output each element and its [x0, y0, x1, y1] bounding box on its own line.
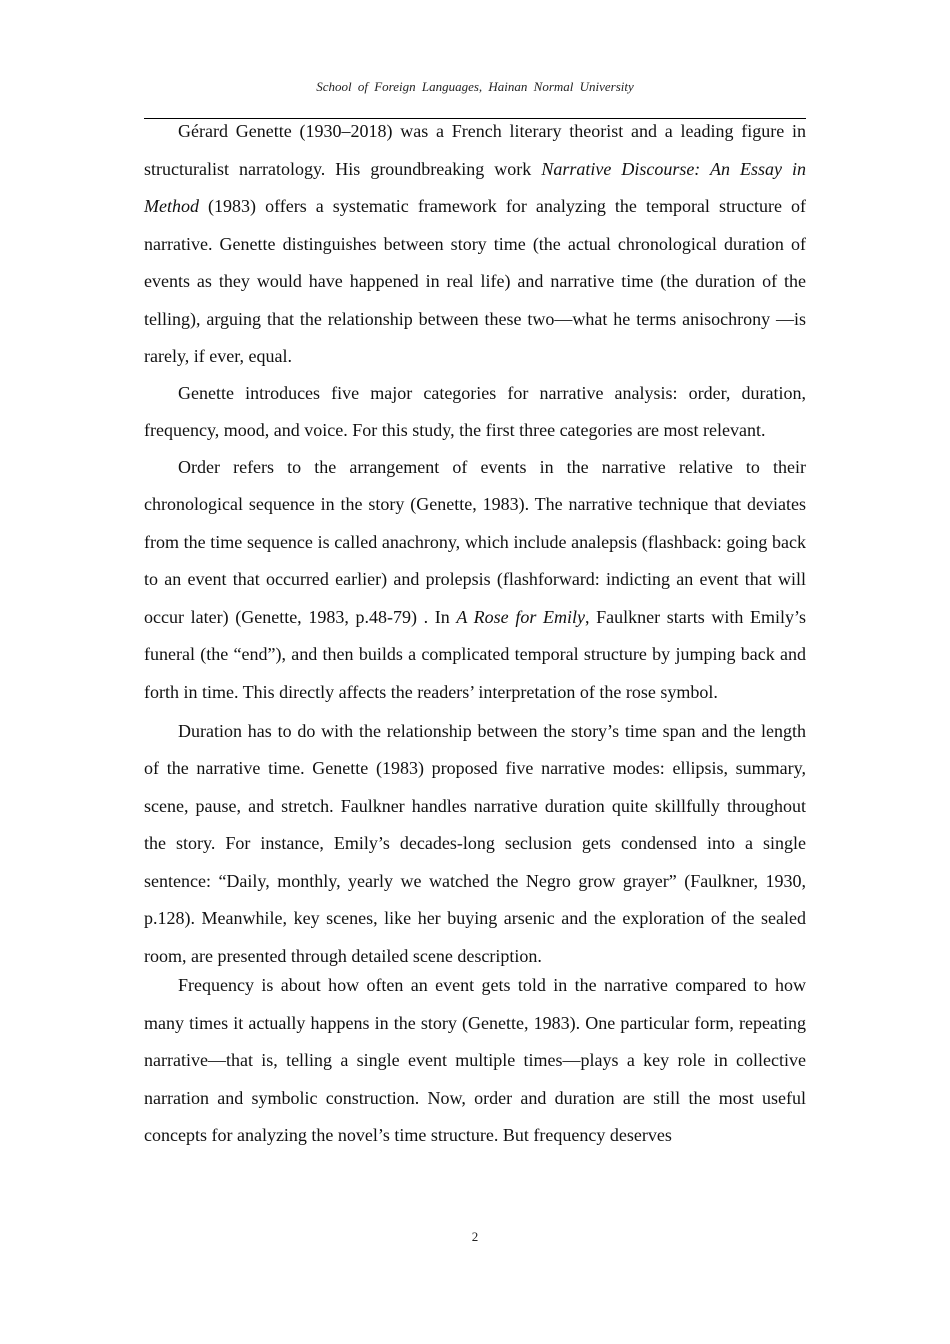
- paragraph-text: , Faulkner starts with Emily’s funeral (the “end”), and then builds a complicated temporal structure by jumping back and forth in time. This directly affects the readers’ interpretation of the rose symbol.: [144, 606, 806, 702]
- paragraph-categories: Genette introduces five major categories for narrative analysis: order, duration, frequency, mood, and voice. For this study, the first three categories are most relevant.: [144, 382, 806, 440]
- paragraph-text: Gérard Genette (1930–2018) was a French literary theorist and a leading figure in structuralist narratology. His groundbreaking work: [144, 121, 806, 179]
- paragraph-duration: Duration has to do with the relationship between the story’s time span and the length of the narrative time. Genette (1983) proposed five narrative modes: ellipsis, summary, scene, pause, and stretch. Faulkner handles narrative duration quite skillfully throughout the story. For instance, Emily’s decades-long seclusion gets condensed into a single sentence: “Daily, monthly, yearly we watched the Negro grow grayer” (Faulkner, 1930, p.128). Meanwhile, key scenes, like her buying arsenic and the exploration of the sealed room, are presented through detailed scene description.: [144, 720, 806, 966]
- paragraph-genette-intro: [144, 113, 806, 376]
- paragraph-text: Order refers to the arrangement of events in the narrative relative to their chronological sequence in the story (Genette, 1983). The narrative technique that deviates from the time sequence is called anachrony, which include analepsis (flashback: going back to an event that occurred earlier) and prolepsis (flashforward: indicting an event that will occur later) (Genette, 1983, p.48-79) . In: [144, 456, 806, 627]
- paragraph-order: [144, 449, 806, 712]
- page-number: 2: [471, 1229, 479, 1244]
- story-title: A Rose for Emily: [456, 606, 585, 627]
- body-text: [144, 113, 806, 1155]
- running-header: School of Foreign Languages, Hainan Normal University: [316, 79, 634, 94]
- paragraph-frequency: Frequency is about how often an event gets told in the narrative compared to how many times it actually happens in the story (Genette, 1983). One particular form, repeating narrative—that is, telling a single event multiple times—plays a key role in collective narration and symbolic construction. Now, order and duration are still the most useful concepts for analyzing the novel’s time structure. But frequency deserves: [144, 975, 806, 1145]
- paragraph-text: (1983) offers a systematic framework for analyzing the temporal structure of narrative. Genette distinguishes between story time (the actual chronological duration of events as they would have happened in real life) and narrative time (the duration of the telling), arguing that the relationship between these two—what he terms anisochrony —is rarely, if ever, equal.: [144, 196, 806, 366]
- book-title: Narrative Discourse: An Essay in Method: [144, 158, 807, 216]
